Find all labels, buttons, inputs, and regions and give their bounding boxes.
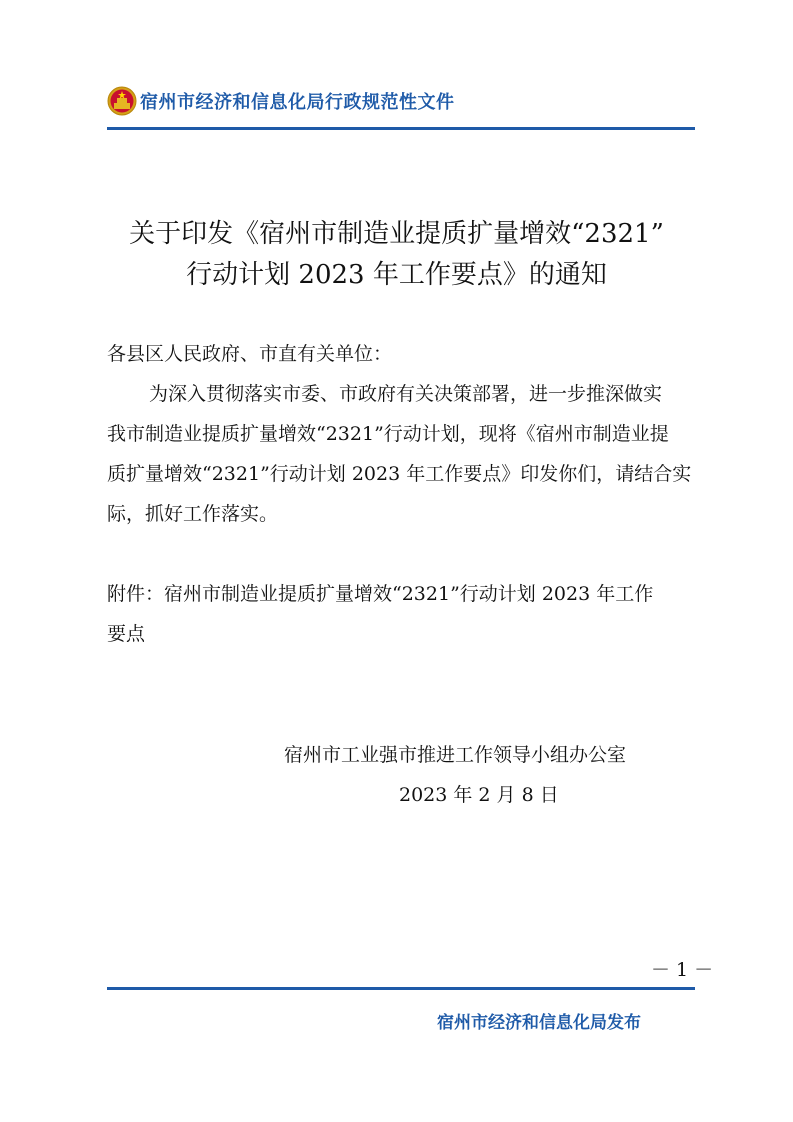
org-title: 宿州市经济和信息化局行政规范性文件 bbox=[140, 92, 455, 113]
document-header bbox=[107, 84, 695, 118]
salutation: 各县区人民政府、市直有关单位： bbox=[107, 343, 393, 365]
body-line: 质扩量增效“2321”行动计划 2023 年工作要点》印发你们，请结合实 bbox=[107, 463, 692, 485]
attachment-line: 要点 bbox=[107, 623, 146, 645]
national-emblem-icon bbox=[107, 86, 137, 116]
body-line: 为深入贯彻落实市委、市政府有关决策部署，进一步推深做实 bbox=[149, 383, 663, 405]
header-divider bbox=[107, 127, 695, 130]
signature-date: 2023 年 2 月 8 日 bbox=[399, 784, 559, 806]
signature-org: 宿州市工业强市推进工作领导小组办公室 bbox=[284, 744, 627, 766]
publisher: 宿州市经济和信息化局发布 bbox=[437, 1013, 641, 1033]
page-number: － 1 － bbox=[651, 959, 714, 981]
footer-divider bbox=[107, 987, 695, 990]
body-line: 际，抓好工作落实。 bbox=[107, 503, 279, 525]
body-line: 我市制造业提质扩量增效“2321”行动计划，现将《宿州市制造业提 bbox=[107, 423, 669, 445]
document-title-line-2: 行动计划 2023 年工作要点》的通知 bbox=[186, 260, 607, 290]
attachment-line: 附件：宿州市制造业提质扩量增效“2321”行动计划 2023 年工作 bbox=[107, 583, 654, 605]
document-title-line-1: 关于印发《宿州市制造业提质扩量增效“2321” bbox=[129, 219, 664, 249]
